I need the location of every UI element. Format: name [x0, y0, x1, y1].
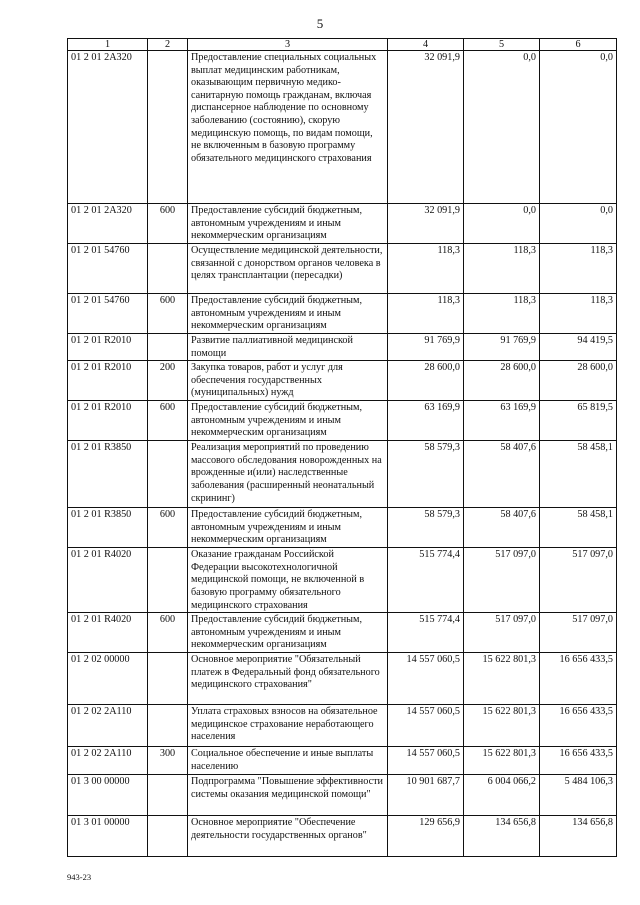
- row-description-cell: Реализация мероприятий по проведению массового обследования новорожденных на врожденные и(или) наследственные заболевания (расширенный неонатальный скрининг): [188, 441, 388, 508]
- row-value-5-cell: 517 097,0: [464, 613, 540, 653]
- row-description-cell: Закупка товаров, работ и услуг для обеспечения государственных (муниципальных) нужд: [188, 361, 388, 401]
- row-code-cell: 01 2 01 2А320: [68, 51, 148, 204]
- row-value-5-cell: 28 600,0: [464, 361, 540, 401]
- row-value-6-cell: 5 484 106,3: [540, 775, 617, 816]
- row-value-6-cell: 517 097,0: [540, 548, 617, 613]
- row-description-cell: Предоставление субсидий бюджетным, автономным учреждениям и иным некоммерческим организациям: [188, 204, 388, 244]
- row-type-cell: [148, 816, 188, 857]
- row-type-cell: 600: [148, 508, 188, 548]
- row-value-5-cell: 15 622 801,3: [464, 747, 540, 775]
- row-value-6-cell: 16 656 433,5: [540, 747, 617, 775]
- row-code-cell: 01 2 01 R2010: [68, 334, 148, 361]
- row-value-4-cell: 515 774,4: [388, 613, 464, 653]
- row-value-6-cell: 0,0: [540, 51, 617, 204]
- table-row: [68, 613, 617, 653]
- document-footer-code: 943-23: [67, 872, 92, 882]
- row-description-cell: Осуществление медицинской деятельности, связанной с донорством органов человека в целях трансплантации (пересадки): [188, 244, 388, 294]
- column-header-2: 2: [148, 39, 188, 51]
- page-number: 5: [316, 16, 324, 31]
- row-description-cell: Предоставление специальных социальных выплат медицинским работникам, оказывающим первичную медико-санитарную помощь гражданам, включая диспансерное наблюдение по основному заболеванию (состоянию), скорую медицинскую помощь, по видам помощи, не включенным в базовую программу обязательного медицинского страхования: [188, 51, 388, 204]
- row-type-cell: 600: [148, 294, 188, 334]
- table-row: [68, 816, 617, 857]
- row-value-5-cell: 58 407,6: [464, 508, 540, 548]
- row-value-4-cell: 118,3: [388, 244, 464, 294]
- row-value-6-cell: 58 458,1: [540, 508, 617, 548]
- row-value-4-cell: 58 579,3: [388, 441, 464, 508]
- row-code-cell: 01 2 01 R2010: [68, 361, 148, 401]
- row-value-4-cell: 14 557 060,5: [388, 747, 464, 775]
- column-header-3: 3: [188, 39, 388, 51]
- row-value-5-cell: 58 407,6: [464, 441, 540, 508]
- table-row: [68, 361, 617, 401]
- table-row: [68, 441, 617, 508]
- column-header-4: 4: [388, 39, 464, 51]
- row-value-6-cell: 118,3: [540, 244, 617, 294]
- row-type-cell: 600: [148, 613, 188, 653]
- table-row: [68, 775, 617, 816]
- row-value-6-cell: 517 097,0: [540, 613, 617, 653]
- row-description-cell: Предоставление субсидий бюджетным, автономным учреждениям и иным некоммерческим организациям: [188, 401, 388, 441]
- column-header-5: 5: [464, 39, 540, 51]
- row-type-cell: [148, 548, 188, 613]
- row-code-cell: 01 3 00 00000: [68, 775, 148, 816]
- row-description-cell: Предоставление субсидий бюджетным, автономным учреждениям и иным некоммерческим организациям: [188, 294, 388, 334]
- table-row: [68, 334, 617, 361]
- column-header-1: 1: [68, 39, 148, 51]
- row-value-4-cell: 10 901 687,7: [388, 775, 464, 816]
- row-value-6-cell: 58 458,1: [540, 441, 617, 508]
- row-value-6-cell: 28 600,0: [540, 361, 617, 401]
- row-value-5-cell: 6 004 066,2: [464, 775, 540, 816]
- row-type-cell: 600: [148, 204, 188, 244]
- row-description-cell: Развитие паллиативной медицинской помощи: [188, 334, 388, 361]
- row-code-cell: 01 2 01 2А320: [68, 204, 148, 244]
- row-description-cell: Основное мероприятие "Обязательный платеж в Федеральный фонд обязательного медицинского страхования": [188, 653, 388, 705]
- row-description-cell: Основное мероприятие "Обеспечение деятельности государственных органов": [188, 816, 388, 857]
- row-value-6-cell: 94 419,5: [540, 334, 617, 361]
- row-value-4-cell: 91 769,9: [388, 334, 464, 361]
- row-code-cell: 01 3 01 00000: [68, 816, 148, 857]
- row-code-cell: 01 2 01 R2010: [68, 401, 148, 441]
- row-type-cell: [148, 334, 188, 361]
- row-code-cell: 01 2 01 R4020: [68, 548, 148, 613]
- row-code-cell: 01 2 01 R4020: [68, 613, 148, 653]
- row-value-5-cell: 118,3: [464, 294, 540, 334]
- row-code-cell: 01 2 02 00000: [68, 653, 148, 705]
- row-value-5-cell: 0,0: [464, 51, 540, 204]
- table-row: [68, 204, 617, 244]
- row-code-cell: 01 2 01 R3850: [68, 441, 148, 508]
- row-value-4-cell: 14 557 060,5: [388, 653, 464, 705]
- row-type-cell: [148, 775, 188, 816]
- row-value-4-cell: 32 091,9: [388, 51, 464, 204]
- table-row: [68, 747, 617, 775]
- row-description-cell: Предоставление субсидий бюджетным, автономным учреждениям и иным некоммерческим организациям: [188, 508, 388, 548]
- row-value-5-cell: 15 622 801,3: [464, 653, 540, 705]
- row-type-cell: [148, 705, 188, 747]
- row-value-5-cell: 15 622 801,3: [464, 705, 540, 747]
- row-type-cell: [148, 51, 188, 204]
- table-row: [68, 508, 617, 548]
- row-value-6-cell: 134 656,8: [540, 816, 617, 857]
- row-value-5-cell: 63 169,9: [464, 401, 540, 441]
- table-row: [68, 705, 617, 747]
- row-value-6-cell: 16 656 433,5: [540, 653, 617, 705]
- row-value-4-cell: 14 557 060,5: [388, 705, 464, 747]
- column-header-6: 6: [540, 39, 617, 51]
- row-code-cell: 01 2 01 54760: [68, 244, 148, 294]
- row-code-cell: 01 2 02 2А110: [68, 747, 148, 775]
- row-description-cell: Оказание гражданам Российской Федерации высокотехнологичной медицинской помощи, не включенной в базовую программу обязательного медицинского страхования: [188, 548, 388, 613]
- row-value-4-cell: 515 774,4: [388, 548, 464, 613]
- table-row: [68, 401, 617, 441]
- row-value-6-cell: 0,0: [540, 204, 617, 244]
- row-description-cell: Подпрограмма "Повышение эффективности системы оказания медицинской помощи": [188, 775, 388, 816]
- table-header-row: [68, 39, 617, 51]
- row-value-6-cell: 16 656 433,5: [540, 705, 617, 747]
- row-value-4-cell: 28 600,0: [388, 361, 464, 401]
- row-value-6-cell: 65 819,5: [540, 401, 617, 441]
- row-value-5-cell: 134 656,8: [464, 816, 540, 857]
- row-code-cell: 01 2 01 54760: [68, 294, 148, 334]
- row-code-cell: 01 2 01 R3850: [68, 508, 148, 548]
- row-code-cell: 01 2 02 2А110: [68, 705, 148, 747]
- table-row: [68, 294, 617, 334]
- row-type-cell: [148, 653, 188, 705]
- row-value-4-cell: 58 579,3: [388, 508, 464, 548]
- row-description-cell: Предоставление субсидий бюджетным, автономным учреждениям и иным некоммерческим организациям: [188, 613, 388, 653]
- row-type-cell: [148, 244, 188, 294]
- table-row: [68, 548, 617, 613]
- row-type-cell: 200: [148, 361, 188, 401]
- table-row: [68, 51, 617, 204]
- row-value-5-cell: 517 097,0: [464, 548, 540, 613]
- row-type-cell: 300: [148, 747, 188, 775]
- table-row: [68, 653, 617, 705]
- row-description-cell: Социальное обеспечение и иные выплаты населению: [188, 747, 388, 775]
- row-value-5-cell: 118,3: [464, 244, 540, 294]
- row-value-5-cell: 91 769,9: [464, 334, 540, 361]
- row-value-4-cell: 129 656,9: [388, 816, 464, 857]
- row-type-cell: [148, 441, 188, 508]
- row-type-cell: 600: [148, 401, 188, 441]
- row-value-4-cell: 32 091,9: [388, 204, 464, 244]
- budget-table: [67, 38, 617, 857]
- row-value-5-cell: 0,0: [464, 204, 540, 244]
- row-value-6-cell: 118,3: [540, 294, 617, 334]
- row-value-4-cell: 63 169,9: [388, 401, 464, 441]
- table-row: [68, 244, 617, 294]
- row-description-cell: Уплата страховых взносов на обязательное медицинское страхование неработающего населения: [188, 705, 388, 747]
- row-value-4-cell: 118,3: [388, 294, 464, 334]
